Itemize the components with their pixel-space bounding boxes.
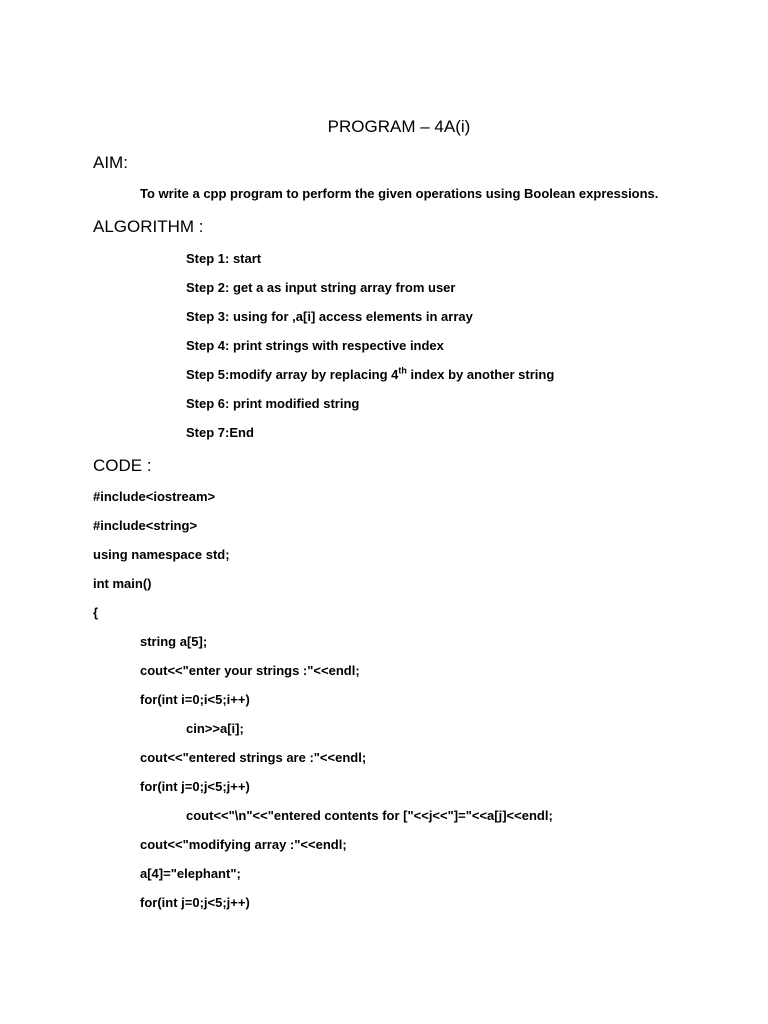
code-line: cout<<"modifying array :"<<endl; <box>140 837 347 852</box>
program-title: PROGRAM – 4A(i) <box>327 117 471 136</box>
step5-suffix: index by another string <box>406 367 555 382</box>
aim-heading: AIM: <box>93 153 128 172</box>
code-line: cout<<"\n"<<"entered contents for ["<<j<<"]="<<a[j]<<endl; <box>186 808 553 823</box>
code-line: cout<<"entered strings are :"<<endl; <box>140 750 367 765</box>
code-line: cout<<"enter your strings :"<<endl; <box>140 663 360 678</box>
code-line: using namespace std; <box>93 547 230 562</box>
algorithm-step: Step 7:End <box>186 425 254 440</box>
algorithm-step: Step 1: start <box>186 251 262 266</box>
code-line: cin>>a[i]; <box>186 721 244 736</box>
code-line: a[4]="elephant"; <box>140 866 241 881</box>
algorithm-step: Step 6: print modified string <box>186 396 360 411</box>
code-block <box>93 486 553 921</box>
code-line: int main() <box>93 576 152 591</box>
code-line: string a[5]; <box>140 634 208 649</box>
code-line: for(int j=0;j<5;j++) <box>140 895 250 910</box>
step5-superscript: th <box>398 365 407 376</box>
code-line: #include<iostream> <box>93 489 216 504</box>
code-line: #include<string> <box>93 518 198 533</box>
algorithm-step: Step 4: print strings with respective index <box>186 338 444 353</box>
algorithm-heading: ALGORITHM : <box>93 217 204 236</box>
step5-text: Step 5:modify array by replacing 4 <box>186 367 399 382</box>
code-line: { <box>93 605 99 620</box>
code-heading: CODE : <box>93 456 152 475</box>
code-line: for(int j=0;j<5;j++) <box>140 779 250 794</box>
algorithm-step <box>186 364 554 393</box>
algorithm-step: Step 3: using for ,a[i] access elements in array <box>186 309 473 324</box>
aim-text: To write a cpp program to perform the given operations using Boolean expressions. <box>140 186 659 201</box>
code-line: for(int i=0;i<5;i++) <box>140 692 250 707</box>
algorithm-steps <box>186 248 554 451</box>
algorithm-step: Step 2: get a as input string array from user <box>186 280 456 295</box>
